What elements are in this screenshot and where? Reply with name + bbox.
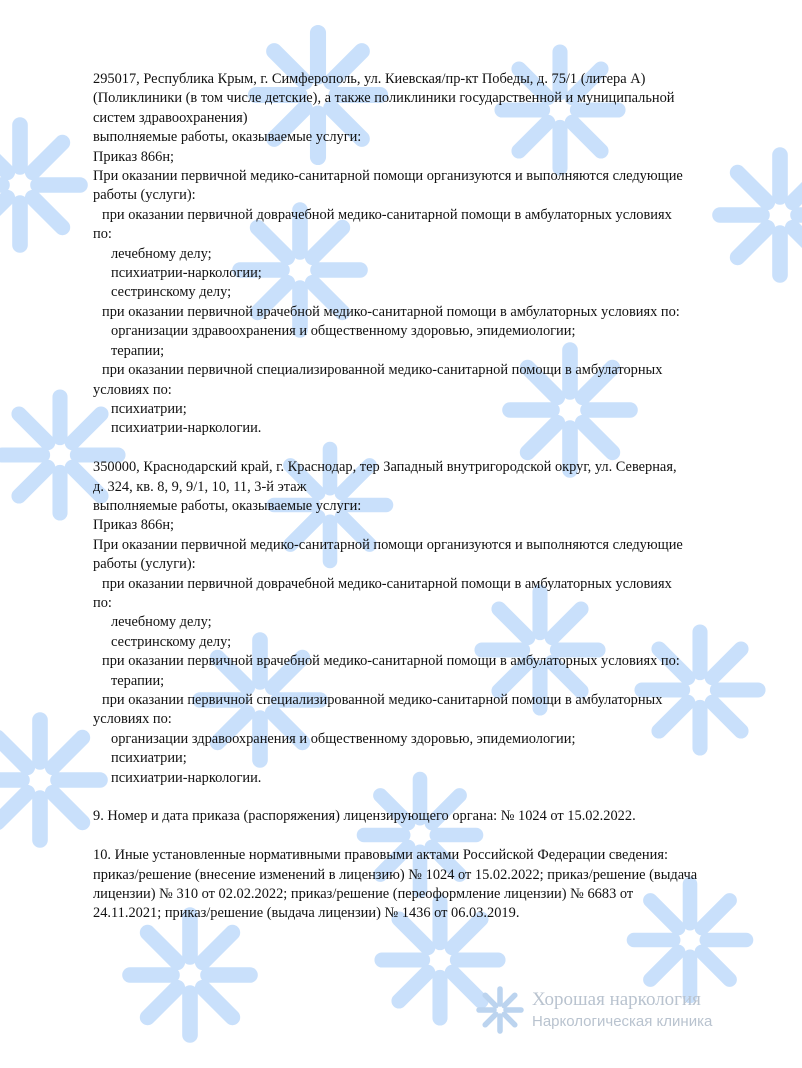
clinic-subtitle: Наркологическая клиника: [532, 1013, 713, 1030]
text-line: сестринскому делу;: [111, 633, 232, 650]
snowflake-asterisk-icon: [0, 125, 80, 245]
text-line: при оказании первичной специализированной медико-санитарной помощи в амбулаторных: [102, 691, 663, 708]
text-line: приказ/решение (внесение изменений в лицензию) № 1024 от 15.02.2022; приказ/решение (выдача: [93, 866, 698, 883]
text-line: д. 324, кв. 8, 9, 9/1, 10, 11, 3-й этаж: [93, 478, 307, 495]
text-line: 24.11.2021; приказ/решение (выдача лицензии) № 1436 от 06.03.2019.: [93, 905, 520, 922]
text-block: [93, 458, 783, 788]
text-block: [93, 70, 783, 439]
text-line: работы (услуги):: [93, 556, 196, 573]
text-line: сестринскому делу;: [111, 284, 232, 301]
text-line: лечебному делу;: [111, 245, 212, 262]
text-line: условиях по:: [93, 711, 172, 728]
text-line: при оказании первичной доврачебной медико-санитарной помощи в амбулаторных условиях: [102, 575, 672, 592]
text-line: лечебному делу;: [111, 614, 212, 631]
text-line: организации здравоохранения и общественному здоровью, эпидемиологии;: [111, 730, 576, 747]
clinic-logo: [474, 984, 712, 1036]
asterisk-logo-icon: [474, 984, 526, 1036]
text-line: 295017, Республика Крым, г. Симферополь, ул. Киевская/пр-кт Победы, д. 75/1 (литера А): [93, 71, 646, 87]
text-block: [93, 846, 783, 924]
text-line: 10. Иные установленные нормативными правовыми актами Российской Федерации сведения:: [93, 847, 668, 864]
text-line: при оказании первичной врачебной медико-санитарной помощи в амбулаторных условиях по:: [102, 303, 680, 320]
text-line: психиатрии-наркологии.: [111, 420, 262, 437]
text-line: Приказ 866н;: [93, 148, 175, 165]
text-line: терапии;: [111, 672, 165, 689]
text-line: 350000, Краснодарский край, г. Краснодар, тер Западный внутригородской округ, ул. Северная,: [93, 459, 677, 476]
text-line: систем здравоохранения): [93, 109, 248, 126]
text-line: условиях по:: [93, 381, 172, 398]
text-line: лицензии) № 310 от 02.02.2022; приказ/решение (переоформление лицензии) № 6683 от: [93, 886, 634, 903]
text-line: по:: [93, 226, 112, 243]
text-line: психиатрии;: [111, 750, 187, 767]
text-line: при оказании первичной специализированной медико-санитарной помощи в амбулаторных: [102, 362, 663, 379]
text-line: 9. Номер и дата приказа (распоряжения) лицензирующего органа: № 1024 от 15.02.2022.: [93, 808, 636, 825]
text-block: [93, 807, 783, 826]
clinic-name: Хорошая наркология: [532, 989, 701, 1010]
text-line: Приказ 866н;: [93, 517, 175, 534]
text-line: работы (услуги):: [93, 187, 196, 204]
text-line: по:: [93, 594, 112, 611]
text-line: терапии;: [111, 342, 165, 359]
text-line: (Поликлиники (в том числе детские), а также поликлиники государственной и муниципальной: [93, 90, 675, 107]
snowflake-asterisk-icon: [0, 720, 100, 840]
text-line: при оказании первичной врачебной медико-санитарной помощи в амбулаторных условиях по:: [102, 653, 680, 670]
text-line: психиатрии-наркологии;: [111, 265, 262, 282]
text-line: выполняемые работы, оказываемые услуги:: [93, 129, 362, 146]
text-line: При оказании первичной медико-санитарной помощи организуются и выполняются следующие: [93, 168, 683, 185]
text-line: психиатрии-наркологии.: [111, 769, 262, 786]
text-line: организации здравоохранения и общественному здоровью, эпидемиологии;: [111, 323, 576, 340]
text-line: психиатрии;: [111, 400, 187, 417]
text-line: выполняемые работы, оказываемые услуги:: [93, 497, 362, 514]
text-line: При оказании первичной медико-санитарной помощи организуются и выполняются следующие: [93, 536, 683, 553]
text-line: при оказании первичной доврачебной медико-санитарной помощи в амбулаторных условиях: [102, 206, 672, 223]
snowflake-asterisk-icon: [130, 915, 250, 1035]
document-body: [93, 70, 783, 924]
